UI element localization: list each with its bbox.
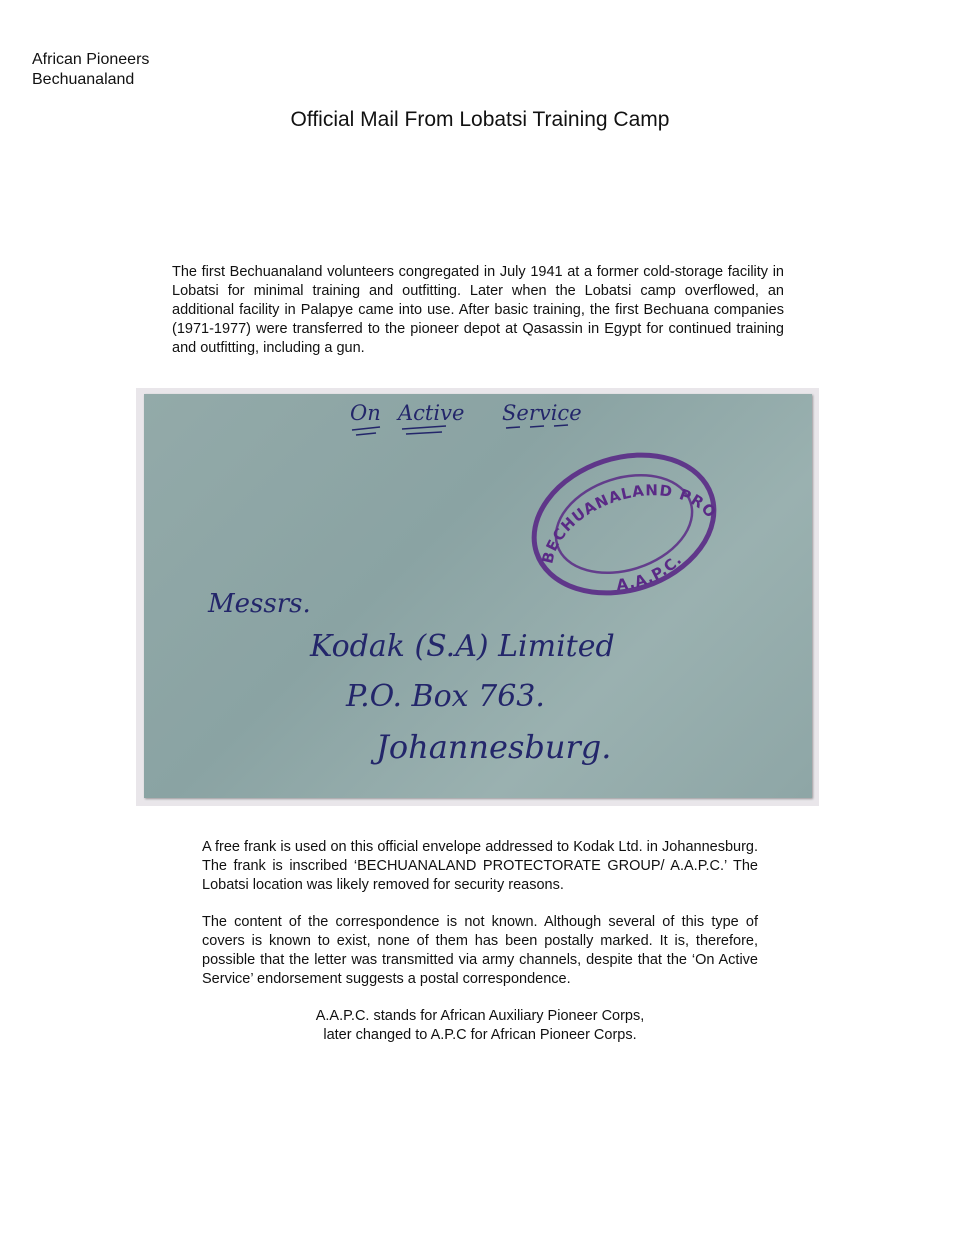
- endorsement-service: Service: [502, 401, 582, 425]
- address-line-1: Kodak (S.A) Limited: [310, 629, 615, 664]
- footnote: [202, 1007, 758, 1045]
- footnote-line-1: A.A.P.C. stands for African Auxiliary Pioneer Corps,: [315, 1008, 645, 1024]
- intro-paragraph: The first Bechuanaland volunteers congregated in July 1941 at a former cold-storage facility in Lobatsi for minimal training and outfitting. Later when the Lobatsi camp overflowed, an additional facility in Palapye came into use. After basic training, the first Bechuana companies (1971-1977) were transferred to the pioneer depot at Qasassin in Egypt for continued training and outfitting, including a gun.: [172, 264, 784, 356]
- address-line-3: Johannesburg.: [376, 728, 612, 766]
- stamp-inner-text: A.A.P.C.: [615, 550, 686, 594]
- address-line-2: P.O. Box 763.: [346, 679, 545, 714]
- cover-image: [136, 388, 819, 806]
- address-salutation: Messrs.: [208, 589, 311, 619]
- stamp-outer-text: BECHUANALAND PROTECTORATE: [538, 481, 721, 566]
- endorsement-on: On: [350, 401, 381, 425]
- caption-paragraph-2: The content of the correspondence is not known. Although several of this type of covers is known to exist, none of them has been postally marked. It is, therefore, possible that the letter was transmitted via army channels, despite that the ‘On Active Service’ endorsement suggests a postal correspondence.: [202, 914, 758, 987]
- header-line-1: African Pioneers: [32, 51, 150, 68]
- caption-text: [202, 838, 758, 1007]
- header-line-2: Bechuanaland: [32, 71, 135, 88]
- envelope-drawing: [144, 394, 812, 798]
- endorsement-active: Active: [398, 401, 465, 425]
- intro-text: [172, 263, 784, 358]
- page-header: [32, 50, 149, 90]
- footnote-line-2: later changed to A.P.C for African Pioneer Corps.: [323, 1027, 637, 1043]
- envelope: [144, 394, 812, 798]
- endorsement-underlines: [352, 425, 568, 435]
- page-title: Official Mail From Lobatsi Training Camp: [290, 108, 670, 131]
- caption-paragraph-1: A free frank is used on this official envelope addressed to Kodak Ltd. in Johannesburg. The frank is inscribed ‘BECHUANALAND PROTECTORATE GROUP/ A.A.P.C.’ The Lobatsi location was likely removed for security reasons.: [202, 839, 758, 893]
